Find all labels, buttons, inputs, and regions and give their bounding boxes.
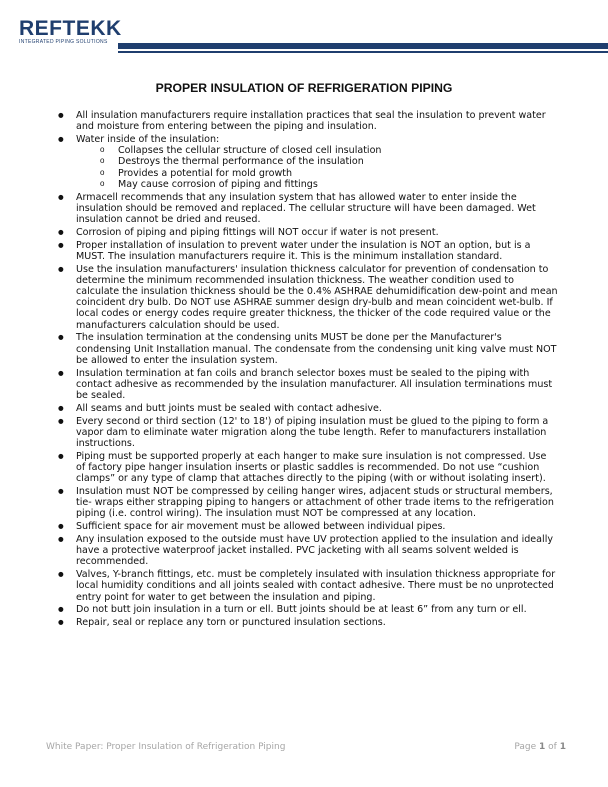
bullet-item <box>58 240 558 262</box>
bullet-text: Corrosion of piping and piping fittings will NOT occur if water is not present. <box>76 226 439 238</box>
bullet-text: Valves, Y-branch fittings, etc. must be completely insulated with insulation thickness appropriate for local humidity conditions and all joints sealed with contact adhesive. There must be no unprotected entry point for water to get between the insulation and piping. <box>76 569 556 603</box>
bullet-text: All seams and butt joints must be sealed with contact adhesive. <box>76 402 382 414</box>
bullet-item <box>58 264 558 331</box>
footer-page-label: Page <box>514 742 537 752</box>
bullet-text: Armacell recommends that any insulation system that has allowed water to enter inside the insulation should be removed and replaced. The cellular structure will have been damaged. Wet insulation cannot be dried and reused. <box>76 191 536 226</box>
document-body <box>58 110 558 630</box>
bullet-item <box>58 368 558 402</box>
footer-page-number: 1 <box>539 742 546 752</box>
bullet-item <box>58 604 558 615</box>
sub-bullet-item: o Collapses the cellular structure of closed cell insulation <box>76 145 558 156</box>
bullet-text: Water inside of the insulation: <box>76 134 220 145</box>
bullet-item <box>58 521 558 532</box>
bullet-text: Repair, seal or replace any torn or punctured insulation sections. <box>76 617 386 629</box>
bullet-item <box>58 192 558 226</box>
sub-bullet-list <box>76 145 558 190</box>
bullet-item <box>58 227 558 238</box>
bullet-item <box>58 403 558 414</box>
bullet-item <box>58 486 558 520</box>
footer-of-label: of <box>548 742 557 752</box>
sub-bullet-item: o Provides a potential for mold growth <box>76 168 558 179</box>
bullet-text: Insulation termination at fan coils and branch selector boxes must be sealed to the piping with contact adhesive as recommended by the insulation manufacturer. All insulation terminations must be sealed. <box>76 367 553 402</box>
sub-bullet-item: o Destroys the thermal performance of the insulation <box>76 156 558 167</box>
bullet-item <box>58 332 558 366</box>
header-rule-thin <box>118 51 608 53</box>
bullet-text: Do not butt join insulation in a turn or ell. Butt joints should be at least 6” from any turn or ell. <box>76 604 527 616</box>
bullet-item <box>58 617 558 628</box>
bullet-text: Proper installation of insulation to prevent water under the insulation is NOT an option, but is a MUST. The insulation manufacturers require it. This is the minimum installation standard. <box>76 239 531 262</box>
sub-bullet-item: o May cause corrosion of piping and fittings <box>76 179 558 190</box>
bullet-text: Sufficient space for air movement must be allowed between individual pipes. <box>76 521 446 533</box>
bullet-text: The insulation termination at the condensing units MUST be done per the Manufacturer's condensing Unit Installation manual. The condensate from the condensing unit king valve must NOT be allowed to enter the insulation system. <box>76 332 557 366</box>
header-rule-thick <box>118 43 608 49</box>
logo-tagline: INTEGRATED PIPING SOLUTIONS <box>19 39 108 45</box>
bullet-item <box>58 110 558 132</box>
bullet-item <box>58 534 558 568</box>
company-logo <box>19 18 122 45</box>
footer-page-total: 1 <box>559 742 566 752</box>
bullet-text: Insulation must NOT be compressed by ceiling hanger wires, adjacent studs or structural members, tie- wraps either strapping piping to hangers or attachment of other trade items to the refrigeration piping (i.e. control wiring). The insulation must NOT be compressed at any location. <box>76 486 554 520</box>
bullet-item <box>58 134 558 190</box>
document-title: PROPER INSULATION OF REFRIGERATION PIPING <box>155 81 453 95</box>
bullet-list <box>58 110 558 628</box>
footer-page-indicator <box>514 742 566 752</box>
logo-wordmark: REFTEKK <box>19 17 122 40</box>
bullet-text: Every second or third section (12' to 18') of piping insulation must be glued to the piping to form a vapor dam to eliminate water migration along the tube length. Refer to manufacturers installation instructions. <box>76 415 549 450</box>
bullet-text: All insulation manufacturers require installation practices that seal the insulation to prevent water and moisture from entering between the piping and insulation. <box>76 110 546 133</box>
bullet-item <box>58 569 558 603</box>
bullet-item <box>58 451 558 485</box>
bullet-text: Piping must be supported properly at each hanger to make sure insulation is not compressed. Use of factory pipe hanger insulation inserts or plastic saddles is recommended. Do not use “cushion clamps” or any type of clamp that attaches directly to the piping (with or without isolating insert). <box>76 450 547 485</box>
bullet-item <box>58 416 558 450</box>
bullet-text: Any insulation exposed to the outside must have UV protection applied to the insulation and ideally have a protective waterproof jacket installed. PVC jacketing with all seams solvent welded is recommended. <box>76 534 553 568</box>
page-header <box>0 0 608 60</box>
bullet-text: Use the insulation manufacturers' insulation thickness calculator for prevention of condensation to determine the minimum recommended insulation thickness. The weather condition used to calculate the insulation thickness should be the 0.4% ASHRAE dehumidification dew-point and mean coincident dry bulb. Do NOT use ASHRAE summer design dry-bulb and mean coincident wet-bulb. If local codes or energy codes require greater thickness, the thicker of the code required value or the manufacturers calculation should be used. <box>76 263 558 331</box>
footer-document-name: White Paper: Proper Insulation of Refrigeration Piping <box>46 742 286 752</box>
